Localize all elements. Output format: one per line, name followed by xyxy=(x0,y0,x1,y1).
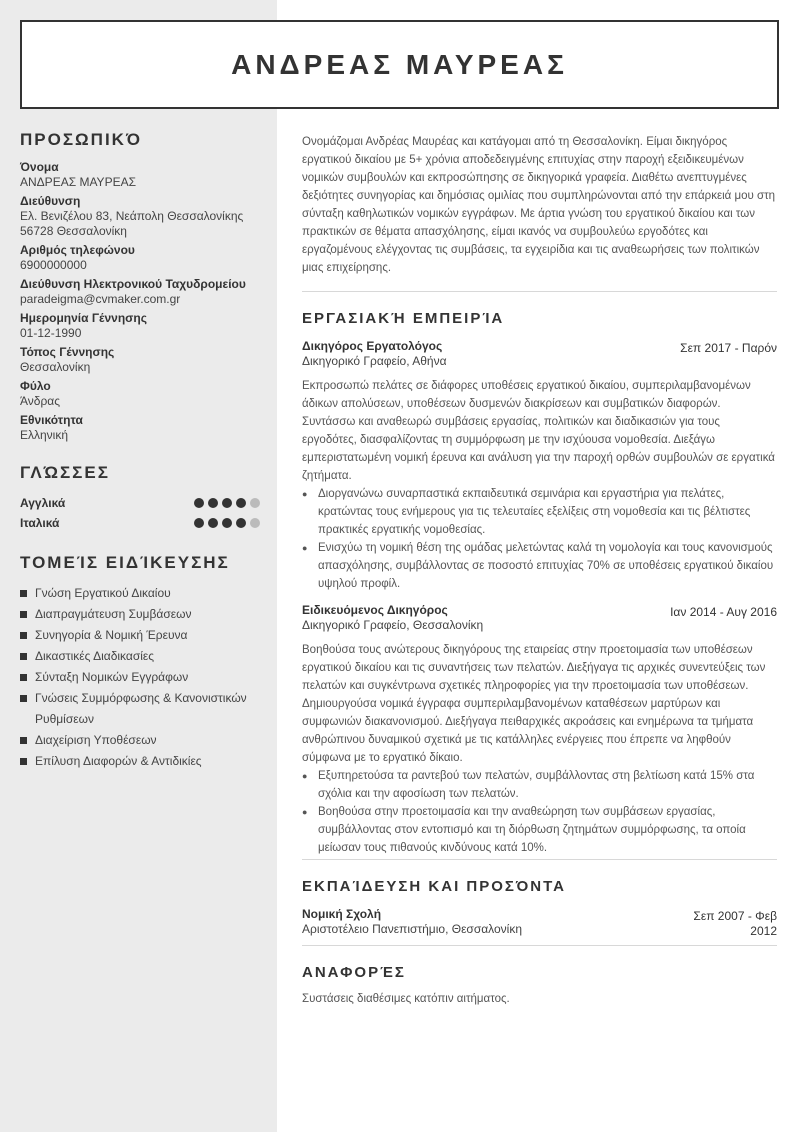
level-dot-partial xyxy=(250,518,260,528)
field-value: paradeigma@cvmaker.com.gr xyxy=(20,292,181,306)
level-dot xyxy=(236,518,246,528)
field-value: Θεσσαλονίκη xyxy=(20,360,91,374)
job-bullets xyxy=(302,485,777,593)
candidate-name: ΑΝΔΡΕΑΣ ΜΑΥΡΕΑΣ xyxy=(231,48,568,80)
field-label: Ημερομηνία Γέννησης xyxy=(20,311,147,325)
divider xyxy=(302,859,777,860)
job-date: Σεπ 2017 - Παρόν xyxy=(680,341,777,355)
expertise-item: Συνηγορία & Νομική Έρευνα xyxy=(20,625,260,646)
job-description: Εκπροσωπώ πελάτες σε διάφορες υποθέσεις εργατικού δικαίου, συμπεριλαμβανομένων άδικων απολύσεων, υποθέσεων δυσμενών διακρίσεων και συμβατικών διαφορών. Συντάσσω και αναθεωρώ συμβάσεις εργασίας, πολιτικών και διαδικασιών για τους εργοδότες, διασφαλίζοντας τη συμμόρφωση με την ισχύουσα νομοθεσία. Διεξάγω εμπεριστατωμένη νομική έρευνα και ανάλυση για την παροχή ορθών συμβουλών σε εργατικά ζητήματα. xyxy=(302,380,775,482)
job-title: Ειδικευόμενος Δικηγόρος xyxy=(302,603,448,617)
header xyxy=(20,20,779,109)
personal-fields xyxy=(20,160,260,443)
divider xyxy=(302,291,777,292)
references-section-title: ΑΝΑΦΟΡΈΣ xyxy=(302,964,406,981)
job-title: Δικηγόρος Εργατολόγος xyxy=(302,339,443,353)
expertise-item: Διαχείριση Υποθέσεων xyxy=(20,730,260,751)
job-date: Ιαν 2014 - Αυγ 2016 xyxy=(670,605,777,619)
job-bullets xyxy=(302,767,777,857)
language-level-dots xyxy=(194,498,260,508)
level-dot xyxy=(194,518,204,528)
expertise-item: Γνώση Εργατικού Δικαίου xyxy=(20,583,260,604)
level-dot xyxy=(208,498,218,508)
expertise-list xyxy=(20,583,260,772)
field-value: Ελ. Βενιζέλου 83, Νεάπολη Θεσσαλονίκης 56728 Θεσσαλονίκη xyxy=(20,209,244,238)
field-label: Διεύθυνση xyxy=(20,194,81,208)
education-school: Αριστοτέλειο Πανεπιστήμιο, Θεσσαλονίκη xyxy=(302,922,522,936)
job-company: Δικηγορικό Γραφείο, Θεσσαλονίκη xyxy=(302,618,484,632)
job-entry xyxy=(302,339,777,593)
personal-field xyxy=(20,160,260,190)
language-level-dots xyxy=(194,518,260,528)
expertise-section-title: ΤΟΜΕΊΣ ΕΙΔΊΚΕΥΣΗΣ xyxy=(20,553,230,572)
left-column xyxy=(20,130,260,772)
language-row xyxy=(20,513,260,533)
expertise-item: Γνώσεις Συμμόρφωσης & Κανονιστικών Ρυθμίσεων xyxy=(20,688,260,730)
education-section-title: ΕΚΠΑΊΔΕΥΣΗ ΚΑΙ ΠΡΟΣΌΝΤΑ xyxy=(302,878,566,895)
field-label: Τόπος Γέννησης xyxy=(20,345,115,359)
experience-section-title: ΕΡΓΑΣΙΑΚΉ ΕΜΠΕΙΡΊΑ xyxy=(302,310,505,327)
job-bullet: ● Ενισχύω τη νομική θέση της ομάδας μελετώντας καλά τη νομολογία και τους κανονισμούς απασχόλησης, συμβάλλοντας σε ποσοστό επιτυχίας 70% σε υποθέσεις εργατικού δικαίου υψηλού προφίλ. xyxy=(302,539,777,593)
personal-field xyxy=(20,243,260,273)
language-name: Αγγλικά xyxy=(20,496,66,510)
personal-field xyxy=(20,194,260,239)
language-row xyxy=(20,493,260,513)
job-bullet: ● Εξυπηρετούσα τα ραντεβού των πελατών, συμβάλλοντας στη βελτίωση κατά 15% στα σχόλια και την αφοσίωση των πελατών. xyxy=(302,767,777,803)
field-value: ΑΝΔΡΕΑΣ ΜΑΥΡΕΑΣ xyxy=(20,175,136,189)
job-bullet: ● Διοργανώνω συναρπαστικά εκπαιδευτικά σεμινάρια και εργαστήρια για πελάτες, κρατώντας τους ενήμερους για τις τελευταίες εξελίξεις στη νομοθεσία και τις βέλτιστες πρακτικές εργατικής νομοθεσίας. xyxy=(302,485,777,539)
personal-field xyxy=(20,311,260,341)
languages-section-title: ΓΛΏΣΣΕΣ xyxy=(20,463,110,482)
level-dot xyxy=(222,498,232,508)
job-description: Βοηθούσα τους ανώτερους δικηγόρους της εταιρείας στην προετοιμασία των υποθέσεων εργατικού δικαίου και τις συναντήσεις των πελατών. Διεξήγαγα τις αρχικές συνεντεύξεις των πελατών και συγκέντρωνα σχετικές πληροφορίες για την προετοιμασία των υποθέσεων. Δημιουργούσα νομικά έγγραφα συμπεριλαμβανομένων καταθέσεων μαρτύρων και συμφωνιών διακανονισμού. Διεξήγαγα πειθαρχικές ακροάσεις και ενημέρωνα τα τμήματα ανθρώπινου δυναμικού σχετικά με τις κατάλληλες ενέργειες που έπρεπε να ληφθούν σύμφωνα με το εργατικό δίκαιο. xyxy=(302,644,766,764)
education-entry xyxy=(302,907,777,939)
field-label: Εθνικότητα xyxy=(20,413,83,427)
personal-field xyxy=(20,345,260,375)
job-company: Δικηγορικό Γραφείο, Αθήνα xyxy=(302,354,447,368)
education-date: Σεπ 2007 - Φεβ 2012 xyxy=(693,909,777,938)
expertise-item: Δικαστικές Διαδικασίες xyxy=(20,646,260,667)
personal-field xyxy=(20,379,260,409)
job-header xyxy=(302,603,777,633)
job-header xyxy=(302,339,777,369)
field-label: Διεύθυνση Ηλεκτρονικού Ταχυδρομείου xyxy=(20,277,246,291)
field-value: 01-12-1990 xyxy=(20,326,82,340)
level-dot-partial xyxy=(250,498,260,508)
expertise-item: Διαπραγμάτευση Συμβάσεων xyxy=(20,604,260,625)
profile-summary: Ονομάζομαι Ανδρέας Μαυρέας και κατάγομαι από τη Θεσσαλονίκη. Είμαι δικηγόρος εργατικού δικαίου με 5+ χρόνια αποδεδειγμένης επιτυχίας στην παροχή εξειδικευμένων νομικών συμβουλών και εκπροσώπησης σε δικηγορικά γραφεία. Διαθέτω ανεπτυγμένες δεξιότητες συνηγορίας και δημόσιας ομιλίας που συμπληρώνονται από την επάρκειά μου στη σύνταξη καθηλωτικών νομικών εγγράφων. Με άρτια γνώση του εργατικού δικαίου και των πρακτικών σε θέματα απασχόλησης, είμαι ικανός να συμβουλεύω εργοδότες και εργαζομένους ελέγχοντας τις συμβάσεις, τα εγχειρίδια και τις αναθεωρήσεις των πολιτικών μιας επιχείρησης. xyxy=(302,136,776,274)
job-entry xyxy=(302,603,777,857)
divider xyxy=(302,945,777,946)
education-title: Νομική Σχολή xyxy=(302,907,382,921)
job-bullet: ● Βοηθούσα στην προετοιμασία και την αναθεώρηση των συμβάσεων εργασίας, συμβάλλοντας στον εντοπισμό και τη διόρθωση ζητημάτων συμμόρφωσης, τα οποία μείωσαν τους πιθανούς κινδύνους κατά 10%. xyxy=(302,803,777,857)
references-text: Συστάσεις διαθέσιμες κατόπιν αιτήματος. xyxy=(302,993,510,1005)
field-value: Άνδρας xyxy=(20,394,61,408)
field-value: 6900000000 xyxy=(20,258,87,272)
level-dot xyxy=(208,518,218,528)
expertise-item: Σύνταξη Νομικών Εγγράφων xyxy=(20,667,260,688)
field-label: Αριθμός τηλεφώνου xyxy=(20,243,135,257)
field-label: Όνομα xyxy=(20,160,59,174)
field-value: Ελληνική xyxy=(20,428,69,442)
expertise-item: Επίλυση Διαφορών & Αντιδικίες xyxy=(20,751,260,772)
level-dot xyxy=(222,518,232,528)
personal-field xyxy=(20,277,260,307)
languages-list xyxy=(20,493,260,533)
level-dot xyxy=(194,498,204,508)
field-label: Φύλο xyxy=(20,379,51,393)
level-dot xyxy=(236,498,246,508)
language-name: Ιταλικά xyxy=(20,516,60,530)
right-column xyxy=(302,133,777,1005)
personal-field xyxy=(20,413,260,443)
personal-section-title: ΠΡΟΣΩΠΙΚΌ xyxy=(20,130,142,149)
